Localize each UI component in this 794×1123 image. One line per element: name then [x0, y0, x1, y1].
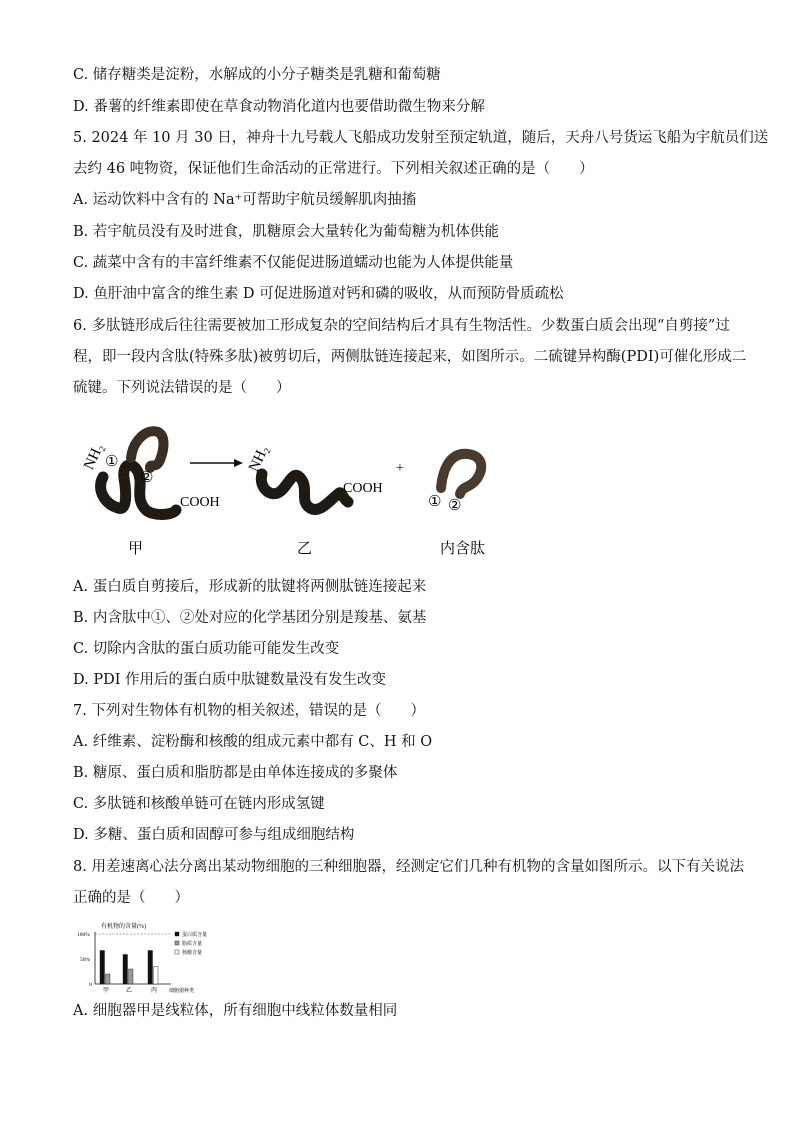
y-tick-0: 0	[89, 982, 92, 988]
text-line-option-d: D. 番薯的纤维素即使在草食动物消化道内也要借助微生物来分解	[73, 99, 485, 115]
site-2-label-intein: ②	[448, 498, 462, 514]
plus-sign: +	[396, 461, 404, 476]
x-tick-bing: 丙	[151, 988, 158, 994]
site-1-label-intein: ①	[428, 494, 442, 510]
question-6-option-b: B. 内含肽中①、②处对应的化学基团分别是羧基、氨基	[73, 610, 427, 626]
legend-label-0: 蛋白质含量	[182, 933, 208, 938]
arrow-head	[234, 459, 243, 467]
question-6-option-c: C. 切除内含肽的蛋白质功能可能发生改变	[73, 641, 340, 657]
label-yi: 乙	[297, 541, 313, 557]
question-6-line-3: 硫键。下列说法错误的是（ ）	[73, 380, 291, 396]
question-6-line-1: 6. 多肽链形成后往往需要被加工形成复杂的空间结构后才具有生物活性。少数蛋白质会出现“自剪接”过	[73, 318, 730, 334]
chart-title: 有机物的含量(%)	[101, 924, 146, 930]
question-7-option-b: B. 糖原、蛋白质和脂肪都是由单体连接成的多聚体	[73, 765, 398, 781]
y-tick-100: 100%	[77, 932, 90, 938]
bar-0-1	[106, 974, 111, 984]
question-7-stem: 7. 下列对生物体有机物的相关叙述，错误的是（ ）	[73, 703, 425, 719]
legend-swatch-2	[175, 950, 179, 954]
question-7-option-a: A. 纤维素、淀粉酶和核酸的组成元素中都有 C、H 和 O	[73, 734, 433, 750]
organelle-content-chart	[75, 920, 235, 995]
label-intein: 内含肽	[440, 541, 486, 557]
legend-label-2: 核酸含量	[182, 951, 203, 956]
nh2-label-jia: NH₂	[80, 441, 107, 473]
question-5-option-c: C. 蔬菜中含有的丰富纤维素不仅能促进肠道蠕动也能为人体提供能量	[73, 255, 514, 271]
x-axis-label: 细胞器种类	[169, 989, 195, 994]
nh2-label-yi: NH₂	[245, 443, 272, 475]
question-8-line-2: 正确的是（ ）	[73, 890, 189, 906]
question-7-option-d: D. 多糖、蛋白质和固醇可参与组成细胞结构	[73, 827, 355, 843]
legend-swatch-1	[175, 941, 179, 945]
bar-2-0	[148, 951, 153, 985]
legend-label-1: 脂质含量	[182, 942, 203, 947]
bar-2-2	[154, 967, 159, 985]
intein-piece	[441, 454, 481, 494]
question-6-option-a: A. 蛋白质自剪接后，形成新的肽键将两侧肽链连接起来	[73, 579, 427, 595]
y-tick-50: 50%	[80, 957, 91, 963]
question-5-option-d: D. 鱼肝油中富含的维生素 D 可促进肠道对钙和磷的吸收，从而预防骨质疏松	[73, 286, 564, 302]
site-2-label-jia: ②	[140, 470, 154, 486]
protein-splicing-figure	[0, 420, 794, 580]
cooh-label-yi: COOH	[343, 481, 383, 496]
question-5-line-1: 5. 2024 年 10 月 30 日，神舟十九号载人飞船成功发射至预定轨道，随后，天舟八号货运飞船为宇航员们送	[73, 130, 769, 146]
question-8-option-a: A. 细胞器甲是线粒体，所有细胞中线粒体数量相同	[73, 1003, 398, 1019]
cooh-label-jia: COOH	[180, 495, 220, 510]
x-tick-jia: 甲	[103, 988, 110, 994]
label-jia: 甲	[128, 541, 144, 557]
legend-swatch-0	[175, 932, 179, 936]
text-line-option-c: C. 储存糖类是淀粉，水解成的小分子糖类是乳糖和葡萄糖	[73, 67, 441, 83]
question-5-option-b: B. 若宇航员没有及时进食，肌糖原会大量转化为葡萄糖为机体供能	[73, 224, 499, 240]
bar-1-0	[123, 955, 128, 985]
question-6-option-d: D. PDI 作用后的蛋白质中肽键数量没有发生改变	[73, 672, 387, 688]
question-6-line-2: 程，即一段内含肽(特殊多肽)被剪切后，两侧肽链连接起来，如图所示。二硫键异构酶(PDI)可催化形成二	[73, 349, 747, 365]
chain-jia	[101, 465, 176, 515]
question-5-option-a: A. 运动饮料中含有的 Na⁺可帮助宇航员缓解肌肉抽搐	[73, 192, 417, 208]
site-1-label-jia: ①	[105, 454, 119, 470]
question-7-option-c: C. 多肽链和核酸单链可在链内形成氢键	[73, 796, 325, 812]
bar-1-1	[129, 969, 134, 984]
bar-0-0	[100, 951, 105, 985]
chain-yi	[261, 474, 348, 509]
question-5-line-2: 去约 46 吨物资，保证他们生命活动的正常进行。下列相关叙述正确的是（ ）	[73, 161, 594, 177]
question-8-line-1: 8. 用差速离心法分离出某动物细胞的三种细胞器，经测定它们几种有机物的含量如图所示。以下有关说法	[73, 859, 744, 875]
x-tick-yi: 乙	[126, 988, 133, 994]
